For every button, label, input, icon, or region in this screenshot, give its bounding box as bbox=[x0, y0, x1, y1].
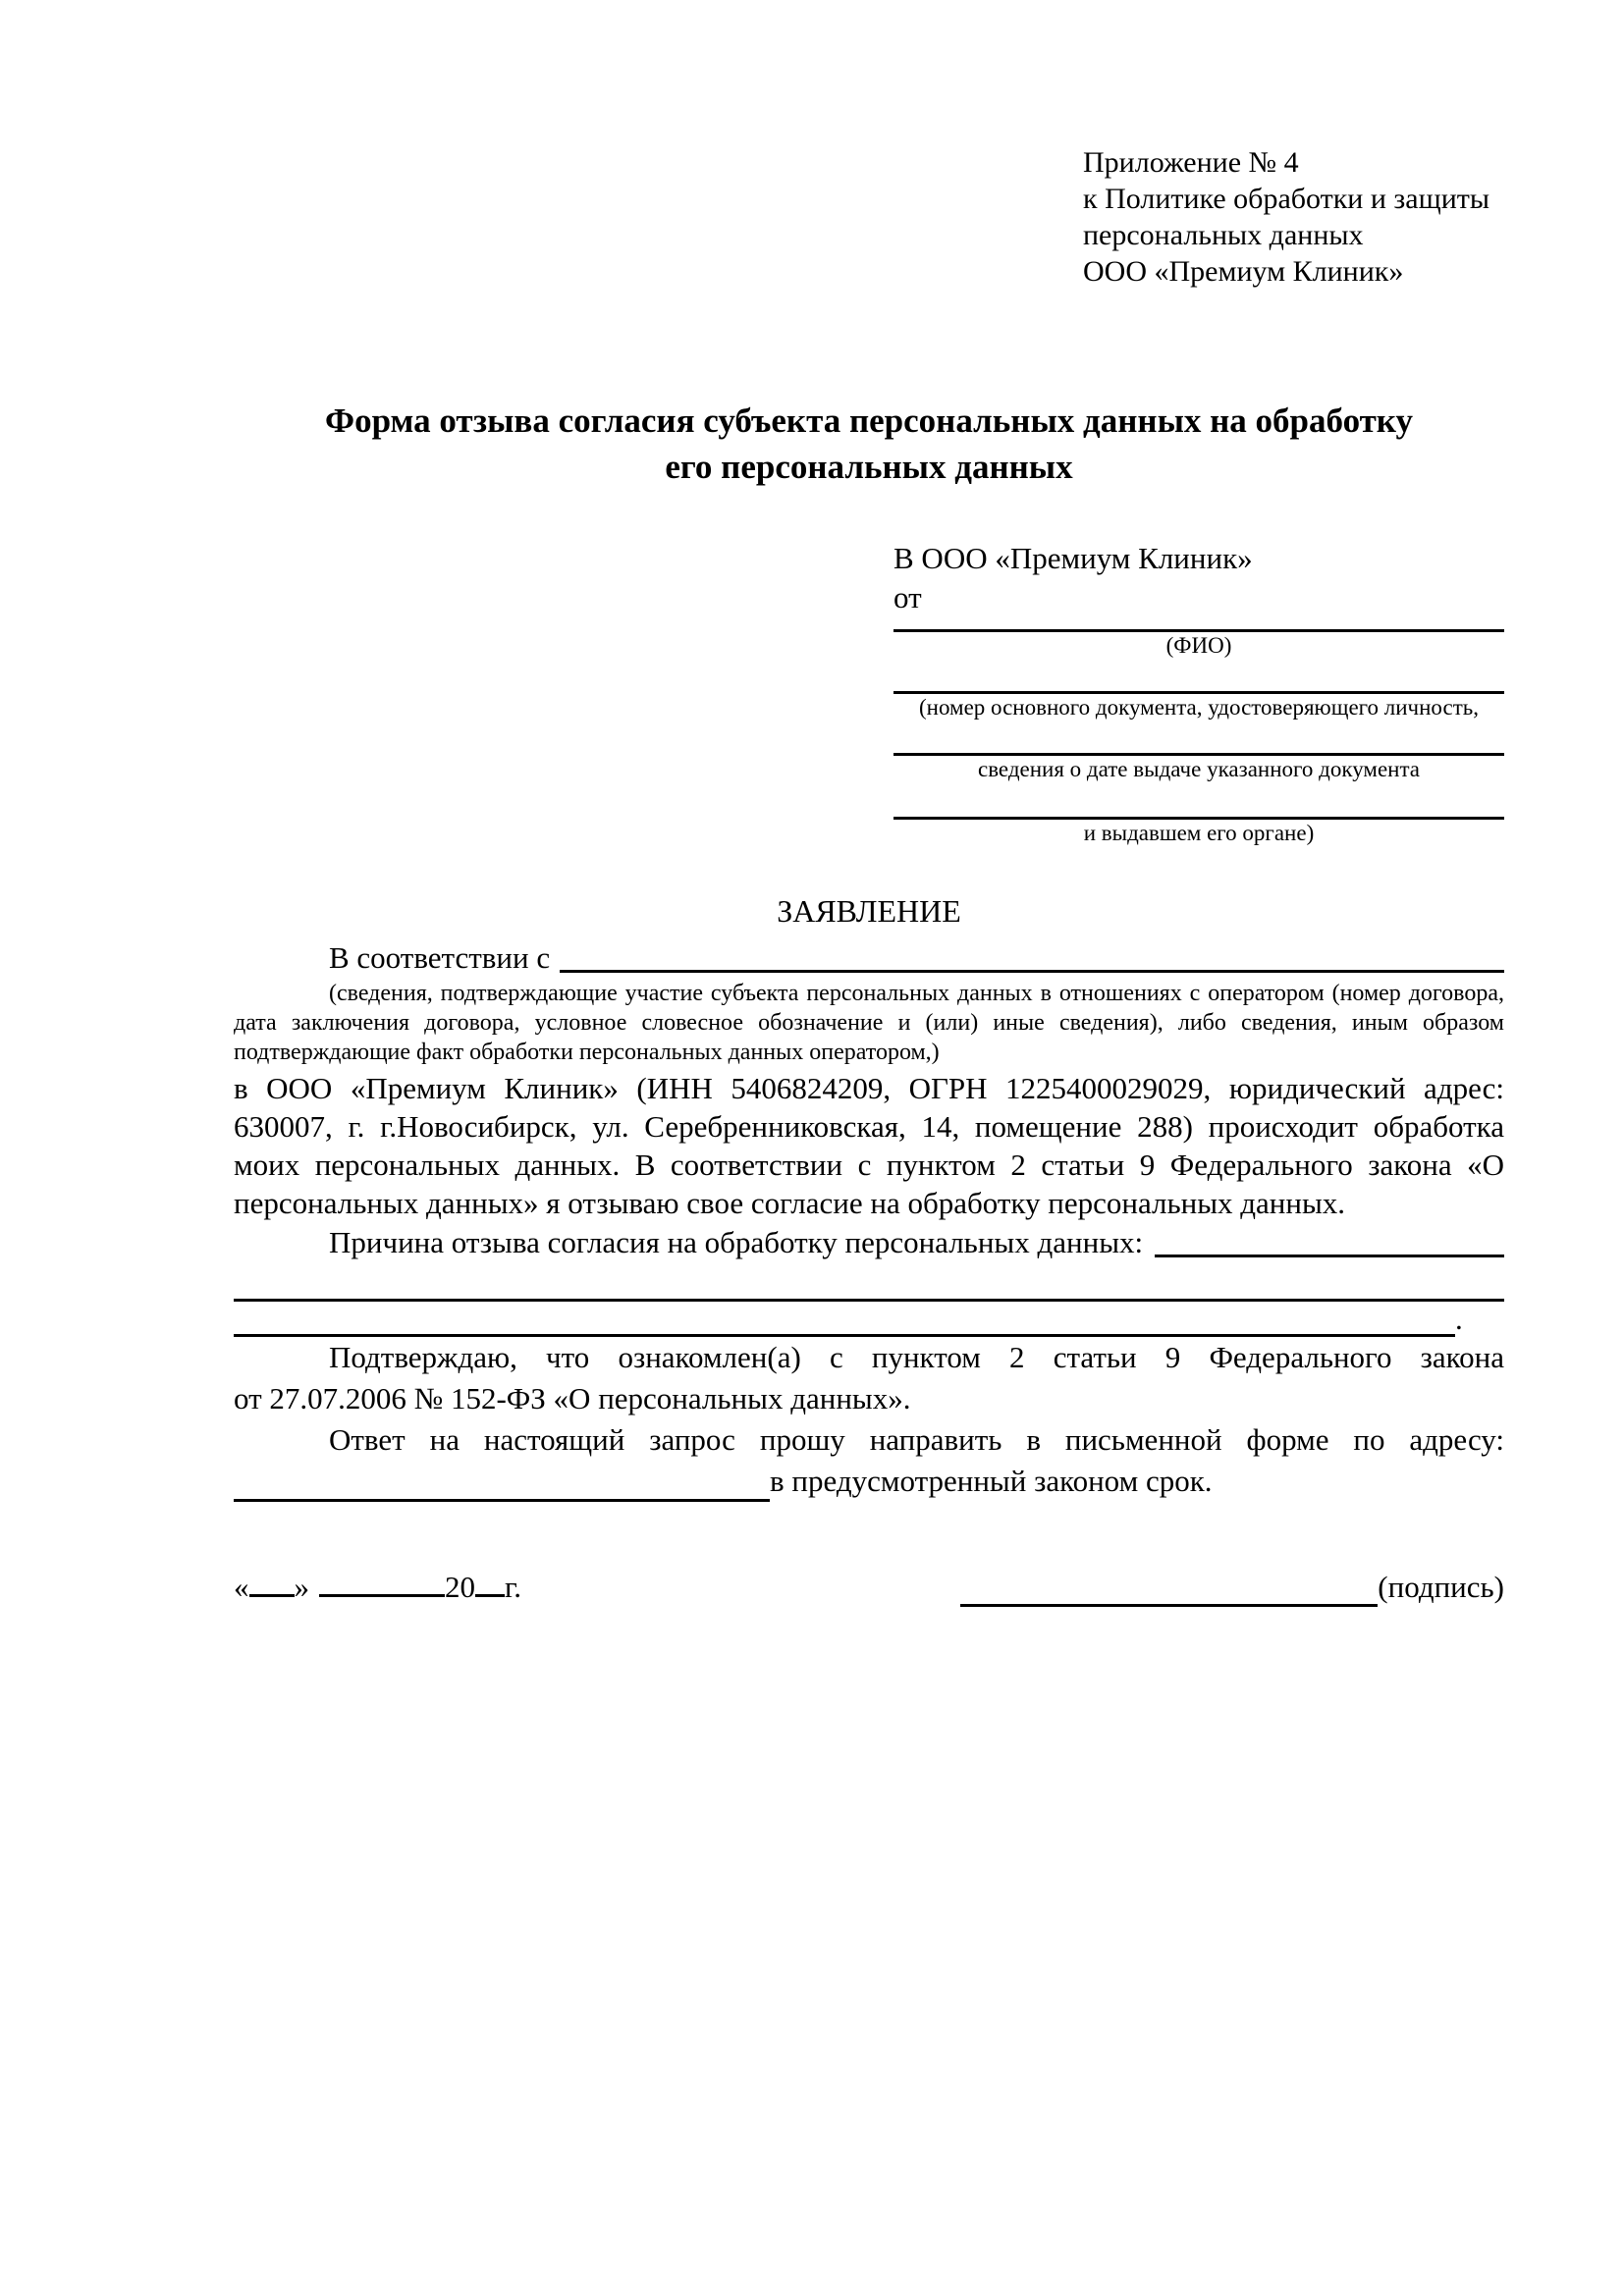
reason-continuation-row-2 bbox=[234, 1302, 1504, 1337]
appendix-line: ООО «Премиум Клиник» bbox=[1083, 255, 1404, 288]
fio-input-line[interactable] bbox=[893, 617, 1504, 632]
reason-input-line[interactable] bbox=[1155, 1222, 1504, 1257]
body-paragraph: в ООО «Премиум Клиник» (ИНН 5406824209, ОГРН 1225400029029, юридический адрес: 630007, г. г.Новосибирск, ул. Серебренниковская, 14, помещение 288) происходит обработка моих персональных данных. В соответствии с пунктом 2 статьи 9 Федерального закона «О персональных данных» я отзываю свое согласие на обработку персональных данных. bbox=[234, 1071, 1504, 1220]
issuing-authority-input-line[interactable] bbox=[893, 783, 1504, 820]
appendix-note bbox=[1083, 144, 1504, 290]
date-open-quote: « bbox=[234, 1570, 249, 1604]
date-century: 20 bbox=[445, 1570, 475, 1604]
consent-basis-input-line[interactable] bbox=[560, 937, 1504, 973]
appendix-line: к Политике обработки и защиты bbox=[1083, 183, 1490, 215]
date-year-blank[interactable] bbox=[475, 1565, 505, 1597]
document-number-field bbox=[893, 660, 1504, 721]
issue-date-field bbox=[893, 721, 1504, 783]
reply-lead-line: Ответ на настоящий запрос прошу направить в письменной форме по адресу: bbox=[329, 1422, 1504, 1457]
date-year-label: г. bbox=[505, 1570, 521, 1604]
date-day-blank[interactable] bbox=[249, 1565, 295, 1597]
document-number-input-line[interactable] bbox=[893, 660, 1504, 694]
reply-address-input-line[interactable] bbox=[234, 1464, 770, 1502]
appendix-line: персональных данных bbox=[1083, 219, 1364, 251]
intro-footnote: (сведения, подтверждающие участие субъекта персональных данных в отношениях с оператором (номер договора, дата заключения договора, условное словесное обозначение и (или) иные сведения), либо сведения, иным образом подтверждающие факт обработки персональных данных оператором,) bbox=[234, 981, 1504, 1065]
addressee-block bbox=[893, 539, 1504, 847]
issue-date-input-line[interactable] bbox=[893, 721, 1504, 756]
intro-lead: В соответствии с bbox=[329, 940, 551, 975]
reason-row bbox=[234, 1222, 1504, 1263]
reason-continuation-line-2[interactable] bbox=[234, 1302, 1455, 1337]
date-signature-row bbox=[234, 1565, 1504, 1607]
signature-line[interactable] bbox=[960, 1571, 1378, 1607]
document-title bbox=[234, 398, 1504, 490]
reply-tail: в предусмотренный законом срок. bbox=[770, 1464, 1213, 1498]
document-title-line: его персональных данных bbox=[665, 448, 1073, 486]
statement-heading: ЗАЯВЛЕНИЕ bbox=[777, 893, 961, 929]
document-title-line: Форма отзыва согласия субъекта персональных данных на обработку bbox=[325, 401, 1413, 440]
issuing-authority-caption: и выдавшем его органе) bbox=[1083, 821, 1315, 845]
reply-address-row bbox=[234, 1461, 1504, 1502]
intro-row bbox=[234, 937, 1504, 979]
reason-label: Причина отзыва согласия на обработку персональных данных: bbox=[329, 1225, 1144, 1259]
confirmation-line-1: Подтверждаю, что ознакомлен(а) с пунктом 2 статьи 9 Федерального закона bbox=[329, 1340, 1504, 1374]
fio-field bbox=[893, 617, 1504, 660]
issue-date-caption: сведения о дате выдаче указанного документа bbox=[977, 757, 1421, 781]
signature-caption: (подпись) bbox=[1378, 1570, 1504, 1604]
document-number-caption: (номер основного документа, удостоверяющего личность, bbox=[918, 695, 1479, 720]
date-close-quote: » bbox=[294, 1570, 309, 1604]
confirmation-line-2: от 27.07.2006 № 152-ФЗ «О персональных данных». bbox=[234, 1381, 911, 1415]
date-group bbox=[234, 1565, 521, 1607]
addressee-to: В ООО «Премиум Клиник» bbox=[893, 541, 1253, 575]
reason-continuation-line-1[interactable] bbox=[234, 1263, 1504, 1302]
issuing-authority-field bbox=[893, 783, 1504, 847]
fio-caption: (ФИО) bbox=[1165, 633, 1232, 658]
appendix-line: Приложение № 4 bbox=[1083, 146, 1299, 179]
addressee-from-label: от bbox=[893, 580, 922, 614]
date-month-blank[interactable] bbox=[319, 1565, 445, 1597]
signature-group bbox=[960, 1568, 1504, 1607]
trailing-period: . bbox=[1455, 1302, 1463, 1336]
